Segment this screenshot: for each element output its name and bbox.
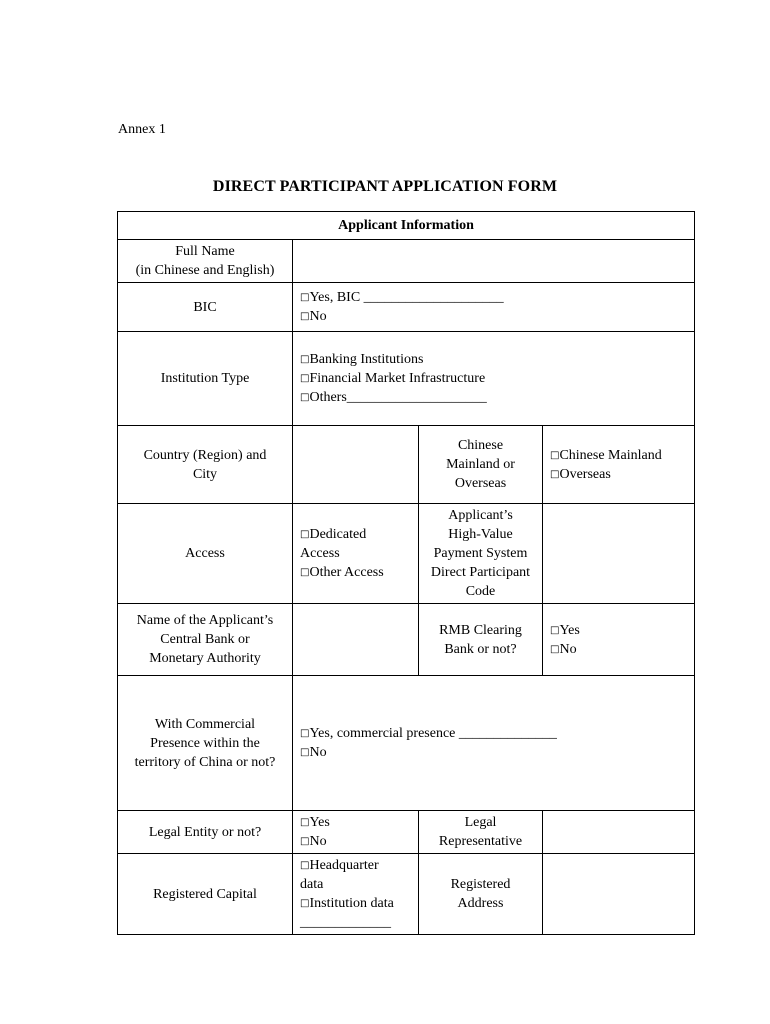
- legal-representative-label: Legal Representative: [419, 811, 543, 854]
- form-title: DIRECT PARTICIPANT APPLICATION FORM: [212, 178, 558, 195]
- legal-entity-options: [293, 811, 419, 854]
- checkbox-icon[interactable]: □: [300, 529, 310, 540]
- section-header: Applicant Information: [118, 212, 695, 240]
- application-form-table: [117, 211, 695, 935]
- bic-yes-option[interactable]: □Yes, BIC ____________________: [300, 290, 504, 305]
- mainland-or-overseas-label: Chinese Mainland or Overseas: [419, 426, 543, 504]
- access-options: □Dedicated Access □Other Access: [293, 504, 419, 604]
- access-row: [118, 504, 695, 604]
- checkbox-icon[interactable]: □: [550, 449, 560, 461]
- legal-entity-yes-option[interactable]: □Yes: [300, 815, 330, 830]
- commercial-presence-row: [118, 676, 695, 811]
- participant-code-label: Applicant’s High-Value Payment System Direct Participant Code: [419, 504, 543, 604]
- registered-capital-label: Registered Capital: [118, 854, 293, 935]
- capital-blank-line[interactable]: _____________: [300, 915, 391, 930]
- commercial-yes-option[interactable]: □Yes, commercial presence ______________: [300, 726, 557, 741]
- chinese-mainland-option[interactable]: □Chinese Mainland: [550, 447, 662, 463]
- banking-institutions-option[interactable]: □Banking Institutions: [300, 352, 424, 367]
- rmb-clearing-bank-options: [543, 604, 695, 676]
- checkbox-icon[interactable]: □: [300, 817, 310, 828]
- commercial-no-option[interactable]: □No: [300, 745, 327, 760]
- checkbox-icon[interactable]: □: [300, 373, 310, 384]
- legal-representative-field[interactable]: [543, 811, 695, 854]
- legal-entity-row: [118, 811, 695, 854]
- checkbox-icon[interactable]: □: [550, 468, 560, 480]
- section-header-row: [118, 212, 695, 240]
- full-name-row: [118, 240, 695, 283]
- registered-capital-row: [118, 854, 695, 935]
- full-name-field[interactable]: [293, 240, 695, 283]
- checkbox-icon[interactable]: □: [300, 292, 310, 303]
- checkbox-icon[interactable]: □: [300, 860, 310, 871]
- bic-options: [293, 283, 695, 332]
- participant-code-field[interactable]: [543, 504, 695, 604]
- bic-row: [118, 283, 695, 332]
- checkbox-icon[interactable]: □: [550, 643, 560, 655]
- central-bank-row: [118, 604, 695, 676]
- bic-no-option[interactable]: □No: [300, 309, 327, 324]
- rmb-no-option[interactable]: □No: [550, 641, 577, 657]
- registered-capital-options: □Headquarter data □Institution data _____________: [293, 854, 419, 935]
- mainland-or-overseas-options: [543, 426, 695, 504]
- institution-data-option[interactable]: □Institution data: [300, 896, 394, 911]
- other-access-option[interactable]: □Other Access: [300, 565, 384, 580]
- central-bank-field[interactable]: [293, 604, 419, 676]
- checkbox-icon[interactable]: □: [300, 354, 310, 365]
- checkbox-icon[interactable]: □: [300, 567, 310, 578]
- country-label: Country (Region) and City: [118, 426, 293, 504]
- institution-type-row: [118, 332, 695, 426]
- annex-label: Annex 1: [118, 122, 166, 137]
- commercial-presence-options: [293, 676, 695, 811]
- others-option[interactable]: □Others____________________: [300, 390, 487, 405]
- bic-label: BIC: [118, 283, 293, 332]
- country-field[interactable]: [293, 426, 419, 504]
- checkbox-icon[interactable]: □: [300, 728, 310, 739]
- legal-entity-label: Legal Entity or not?: [118, 811, 293, 854]
- institution-type-label: Institution Type: [118, 332, 293, 426]
- registered-address-field[interactable]: [543, 854, 695, 935]
- rmb-clearing-bank-label: RMB Clearing Bank or not?: [419, 604, 543, 676]
- commercial-presence-label: With Commercial Presence within the territory of China or not?: [118, 676, 293, 811]
- institution-type-options: [293, 332, 695, 426]
- dedicated-access-option[interactable]: □Dedicated: [300, 527, 367, 542]
- central-bank-label: Name of the Applicant’s Central Bank or Monetary Authority: [118, 604, 293, 676]
- checkbox-icon[interactable]: □: [300, 898, 310, 909]
- checkbox-icon[interactable]: □: [300, 747, 310, 758]
- checkbox-icon[interactable]: □: [550, 624, 560, 636]
- checkbox-icon[interactable]: □: [300, 836, 310, 847]
- checkbox-icon[interactable]: □: [300, 311, 310, 322]
- checkbox-icon[interactable]: □: [300, 392, 310, 403]
- rmb-yes-option[interactable]: □Yes: [550, 622, 580, 638]
- fmi-option[interactable]: □Financial Market Infrastructure: [300, 371, 486, 386]
- overseas-option[interactable]: □Overseas: [550, 466, 611, 482]
- legal-entity-no-option[interactable]: □No: [300, 834, 327, 849]
- headquarter-data-option[interactable]: □Headquarter: [300, 858, 379, 873]
- full-name-label: Full Name (in Chinese and English): [118, 240, 293, 283]
- registered-address-label: Registered Address: [419, 854, 543, 935]
- access-label: Access: [118, 504, 293, 604]
- country-row: [118, 426, 695, 504]
